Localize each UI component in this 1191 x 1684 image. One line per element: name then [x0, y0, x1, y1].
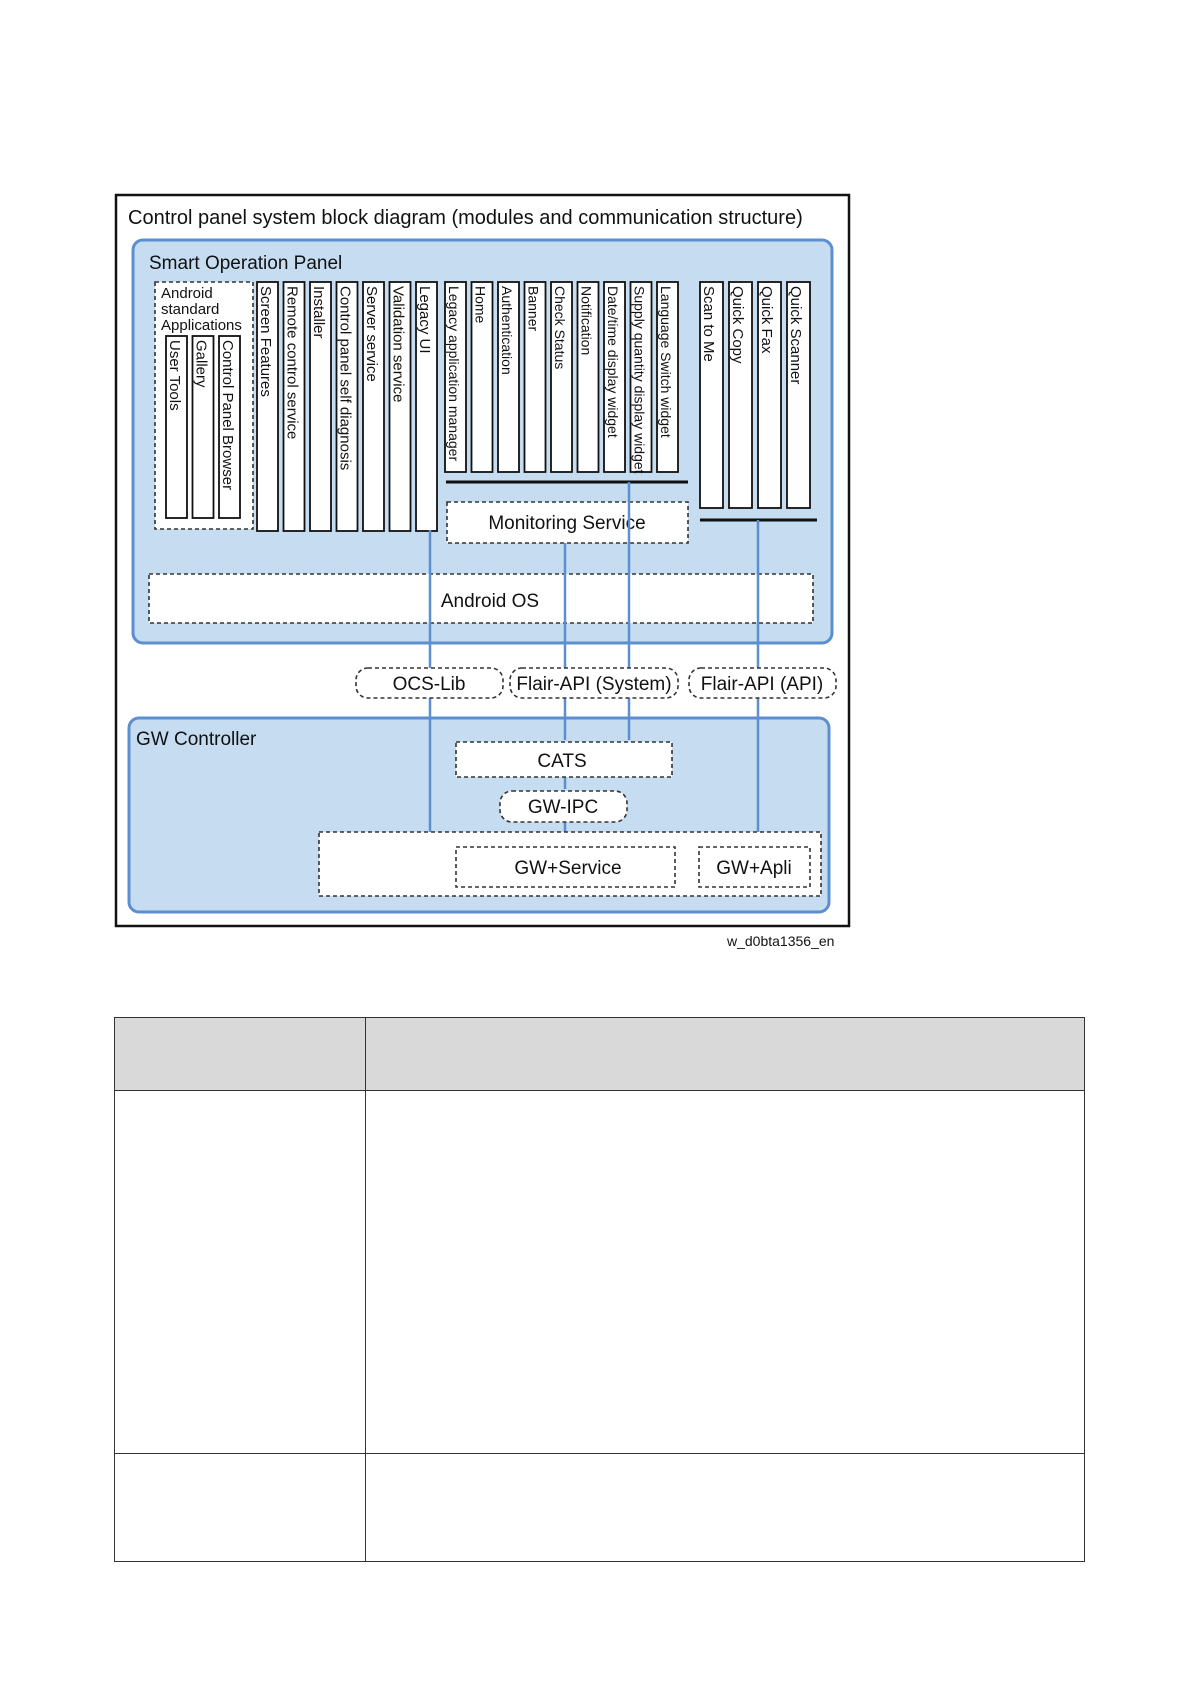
table-row [115, 1091, 1085, 1454]
module-label-screen-features: Screen Features [257, 286, 274, 397]
diagram-caption: w_d0bta1356_en [727, 933, 835, 949]
table-header-row [115, 1018, 1085, 1091]
module-label-supply-quantity-display-widget: Supply quantity display widget [631, 286, 648, 474]
android-standard-label-2: standard [161, 301, 220, 318]
module-label-quick-scanner: Quick Scanner [787, 286, 804, 385]
gw-controller-label: GW Controller [136, 729, 257, 750]
diagram-title: Control panel system block diagram (modules and communication structure) [128, 207, 803, 229]
module-label-check-status: Check Status [552, 286, 568, 370]
gw-service-label: GW+Service [514, 858, 622, 879]
module-label-server-service: Server service [363, 286, 380, 382]
module-label-control-panel-self-diagnosis: Control panel self diagnosis [336, 286, 354, 471]
gw-ipc-label: GW-IPC [527, 797, 599, 818]
module-label-date-time-display-widget: Date/time display widget [605, 286, 621, 438]
module-label-banner: Banner [525, 286, 542, 332]
module-label-quick-fax: Quick Fax [758, 286, 775, 354]
table-cell [115, 1091, 366, 1454]
module-label-gallery: Gallery [192, 340, 210, 388]
module-label-authentication: Authentication [499, 286, 515, 375]
table-cell [115, 1454, 366, 1562]
flair-api-api-label: Flair-API (API) [700, 674, 824, 695]
module-label-legacy-ui: Legacy UI [416, 286, 433, 354]
android-standard-label-3: Applications [161, 317, 242, 334]
module-label-scan-to-me: Scan to Me [700, 286, 717, 362]
module-label-validation-service: Validation service [389, 286, 407, 403]
module-label-quick-copy: Quick Copy [729, 286, 746, 364]
module-label-legacy-application-manager: Legacy application manager [446, 286, 462, 462]
android-os-label: Android OS [440, 591, 540, 612]
ocs-lib-label: OCS-Lib [392, 674, 466, 695]
smart-operation-panel-label: Smart Operation Panel [149, 253, 343, 274]
table-cell [366, 1091, 1085, 1454]
module-label-language-switch-widget: Language Switch widget [658, 286, 674, 438]
description-table [114, 1017, 1085, 1562]
table-row [115, 1454, 1085, 1562]
module-label-user-tools: User Tools [166, 340, 183, 411]
gw-apli-label: GW+Apli [716, 858, 792, 879]
module-label-remote-control-service: Remote control service [283, 286, 301, 440]
table-header-cell-2 [366, 1018, 1085, 1091]
module-label-control-panel-browser: Control Panel Browser [219, 340, 236, 491]
table-cell [366, 1454, 1085, 1562]
monitoring-service-label: Monitoring Service [488, 513, 646, 534]
module-label-notification: Notification [578, 286, 595, 356]
module-label-installer: Installer [310, 286, 327, 339]
flair-api-system-label: Flair-API (System) [516, 674, 672, 695]
module-label-home: Home [472, 286, 489, 324]
android-standard-label-1: Android [161, 285, 213, 302]
table-header-cell-1 [115, 1018, 366, 1091]
cats-label: CATS [537, 751, 587, 772]
